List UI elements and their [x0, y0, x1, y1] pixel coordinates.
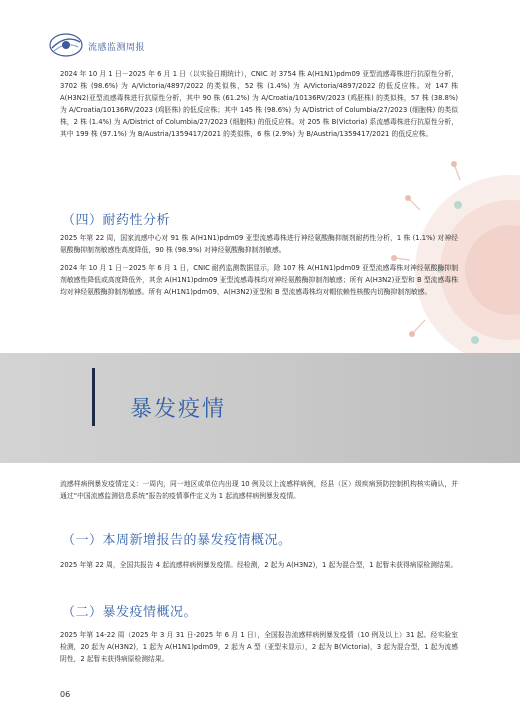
cdc-logo [48, 32, 84, 58]
outbreak-heading-overview: （二）暴发疫情概况。 [62, 605, 198, 620]
outbreak-this-week-paragraph: 2025 年第 22 周，全国共报告 4 起流感样病例暴发疫情。经检测，2 起为 A(H3N2)，1 起为混合型，1 起暂未获得病原检测结果。 [60, 561, 458, 569]
drug-resistance-paragraph-2: 2024 年 10 月 1 日－2025 年 6 月 1 日，CNIC 耐药监测数据显示，除 107 株 A(H1N1)pdm09 亚型流感毒株对神经氨酸酶抑制剂敏感性降低或高度降低外，其余 A(H1N1)pdm09 亚型流感毒株均对神经氨酸酶抑制剂敏感；所有 A(H3N2)亚型和 B 型流感毒株均对神经氨酸酶抑制剂敏感。所有 A(H1N1)pdm09、A(H3N2)亚型和 B 型流感毒株均对帽依赖性核酸内切酶抑制剂敏感。 [60, 264, 458, 296]
band-accent-bar [92, 368, 95, 426]
antigenic-analysis-paragraph: 2024 年 10 月 1 日－2025 年 6 月 1 日（以实验日期统计），CNIC 对 3754 株 A(H1N1)pdm09 亚型流感毒株进行抗原性分析，3702 株 (98.6%) 为 A/Victoria/4897/2022 的类似株，52 株 (1.4%) 为 A/Victoria/4897/2022 的低反应株。对 147 株 A(H3N2)亚型流感毒株进行抗原性分析，其中 90 株 (61.2%) 为 A/Croatia/10136RV/2023 (鸡胚株) 的类似株，57 株 (38.8%) 为 A/Croatia/10136RV/2023 (鸡胚株) 的低反应株；其中 145 株 (98.6%) 为 A/District of Columbia/27/2023 (细胞株) 的类似株，2 株 (1.4%) 为 A/District of Columbia/27/2023 (细胞株) 的低反应株。对 205 株 B(Victoria) 系流感毒株进行抗原性分析，其中 199 株 (97.1%) 为 B/Austria/1359417/2021 的类似株，6 株 (2.9%) 为 B/Austria/1359417/2021 的低反应株。 [60, 70, 458, 138]
section-band [0, 353, 520, 463]
outbreak-overview-paragraph: 2025 年第 14-22 周（2025 年 3 月 31 日-2025 年 6 月 1 日），全国报告流感样病例暴发疫情（10 例及以上）31 起。经实验室检测，20 起为 A(H3N2)，1 起为 A(H1N1)pdm09，2 起为 A 型（亚型未显示），2 起为 B(Victoria)，3 起为混合型，1 起为流感阴性，2 起暂未获得病原检测结果。 [60, 631, 458, 663]
page-number: 06 [60, 690, 71, 699]
outbreak-definition: 流感样病例暴发疫情定义：一周内，同一地区或单位内出现 10 例及以上流感样病例，经县（区）级疾病预防控制机构核实确认，并通过“中国流感监测信息系统”报告的疫情事件定义为 1 起流感样病例暴发疫情。 [60, 480, 458, 500]
page-header [0, 0, 520, 60]
section-heading-drug-resistance: （四）耐药性分析 [62, 213, 171, 228]
band-title: 暴发疫情 [130, 397, 227, 422]
band-background [0, 353, 520, 463]
drug-resistance-paragraph-1: 2025 年第 22 周，国家流感中心对 91 株 A(H1N1)pdm09 亚型流感毒株进行神经氨酸酶抑制剂耐药性分析，1 株 (1.1%) 对神经氨酸酶抑制剂敏感性高度降低，90 株 (98.9%) 对神经氨酸酶抑制剂敏感。 [60, 234, 458, 254]
publication-title: 流感监测周报 [88, 43, 146, 53]
outbreak-heading-this-week: （一）本周新增报告的暴发疫情概况。 [62, 533, 292, 548]
